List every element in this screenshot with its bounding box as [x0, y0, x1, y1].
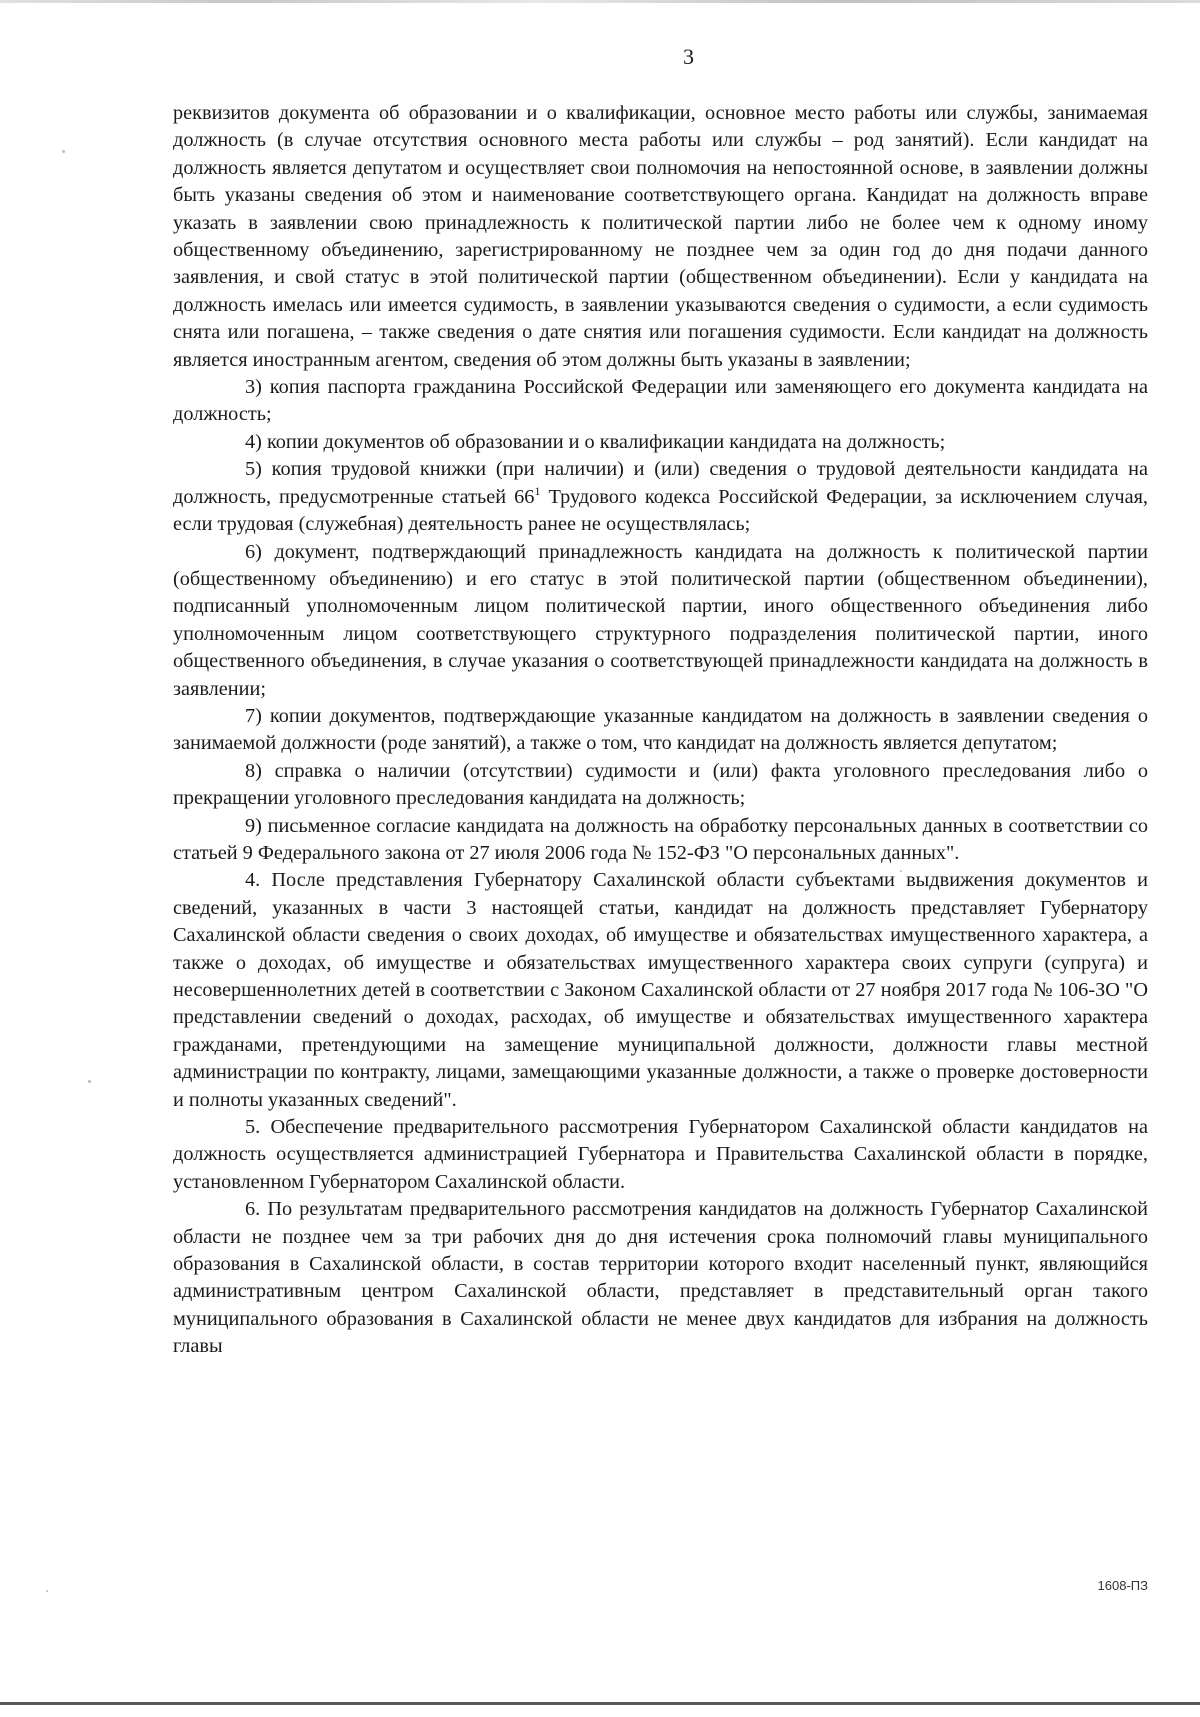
paragraph-part-4: 4. После представления Губернатору Сахалинской области субъектами выдвижения документов и сведений, указанных в части 3 настоящей статьи, кандидат на должность представляет Губернатору Сахалинской области сведения о своих доходах, об имуществе и обязательствах имущественного характера, а также о доходах, об имуществе и обязательствах имущественного характера своих супруги (супруга) и несовершеннолетних детей в соответствии с Законом Сахалинской области от 27 ноября 2017 года № 106-ЗО "О представлении сведений о доходах, расходах, об имуществе и обязательствах имущественного характера гражданами, претендующими на замещение муниципальной должности, должности главы местной администрации по контракту, лицами, замещающими указанные должности, а также о проверке достоверности и полноты указанных сведений".	[173, 869, 1148, 1111]
paragraph-item-6: 6) документ, подтверждающий принадлежность кандидата на должность к политической партии (общественному объединению) и его статус в этой политической партии (общественном объединении), подписанный уполномоченным лицом политической партии, иного общественного объединения либо уполномоченным лицом соответствующего структурного подразделения политической партии, иного общественного объединения, в случае указания о соответствующей принадлежности кандидата на должность в заявлении;	[173, 540, 1148, 700]
page-number: 3	[683, 44, 694, 69]
paragraph-part-5: 5. Обеспечение предварительного рассмотрения Губернатором Сахалинской области кандидатов на должность осуществляется администрацией Губернатора и Правительства Сахалинской области в порядке, установленном Губернатором Сахалинской области.	[173, 1116, 1148, 1193]
paragraph-item-4: 4) копии документов об образовании и о квалификации кандидата на должность;	[245, 430, 946, 453]
paragraph-item-5-text-b: Трудового кодекса Российской Федерации, за исключением случая, если трудовая (служебная) деятельность ранее не осуществлялась;	[173, 485, 1148, 536]
paragraph-item-8: 8) справка о наличии (отсутствии) судимости и (или) факта уголовного преследования либо о прекращении уголовного преследования кандидата на должность;	[173, 759, 1148, 810]
document-body	[173, 100, 1148, 1361]
scan-edge-bottom	[0, 1702, 1200, 1705]
paragraph-item-5	[173, 456, 1148, 538]
paragraph-continuation: реквизитов документа об образовании и о квалификации, основное место работы или службы, занимаемая должность (в случае отсутствия основного места работы или службы – род занятий). Если кандидат на должность является депутатом и осуществляет свои полномочия на непостоянной основе, в заявлении должны быть указаны сведения об этом и наименование соответствующего органа. Кандидат на должность вправе указать в заявлении свою принадлежность к политической партии либо не более чем к одному иному общественному объединению, зарегистрированному не позднее чем за один год до дня подачи данного заявления, и свой статус в этой политической партии (общественном объединении). Если у кандидата на должность имелась или имеется судимость, в заявлении указываются сведения о судимости, а если судимость снята или погашена, – также сведения о дате снятия или погашения судимости. Если кандидат на должность является иностранным агентом, сведения об этом должны быть указаны в заявлении;	[173, 102, 1148, 371]
paragraph-part-6: 6. По результатам предварительного рассмотрения кандидатов на должность Губернатор Сахалинской области не позднее чем за три рабочих дня до дня истечения срока полномочий главы муниципального образования в Сахалинской области, в состав территории которого входит населенный пункт, являющийся административным центром Сахалинской области, представляет в представительный орган такого муниципального образования в Сахалинской области не менее двух кандидатов для избрания на должность главы	[173, 1198, 1148, 1358]
paragraph-item-5-text-a: 5) копия трудовой книжки (при наличии) и (или) сведения о трудовой деятельности кандидата на должность, предусмотренные статьей 66	[173, 458, 1148, 508]
paragraph-item-9: 9) письменное согласие кандидата на должность на обработку персональных данных в соответствии со статьей 9 Федерального закона от 27 июля 2006 года № 152-ФЗ "О персональных данных".	[173, 814, 1148, 864]
superscript-marker: 1	[534, 483, 541, 498]
scan-speck	[88, 1080, 91, 1083]
scan-speck	[46, 1590, 48, 1592]
paragraph-item-3: 3) копия паспорта гражданина Российской Федерации или заменяющего его документа кандидата на должность;	[173, 376, 1148, 426]
scan-edge-top	[0, 0, 1200, 3]
document-code: 1608-ПЗ	[1097, 1578, 1148, 1593]
scan-speck	[62, 150, 65, 153]
paragraph-item-7: 7) копии документов, подтверждающие указанные кандидатом на должность в заявлении сведения о занимаемой должности (роде занятий), а также о том, что кандидат на должность является депутатом;	[173, 704, 1148, 755]
